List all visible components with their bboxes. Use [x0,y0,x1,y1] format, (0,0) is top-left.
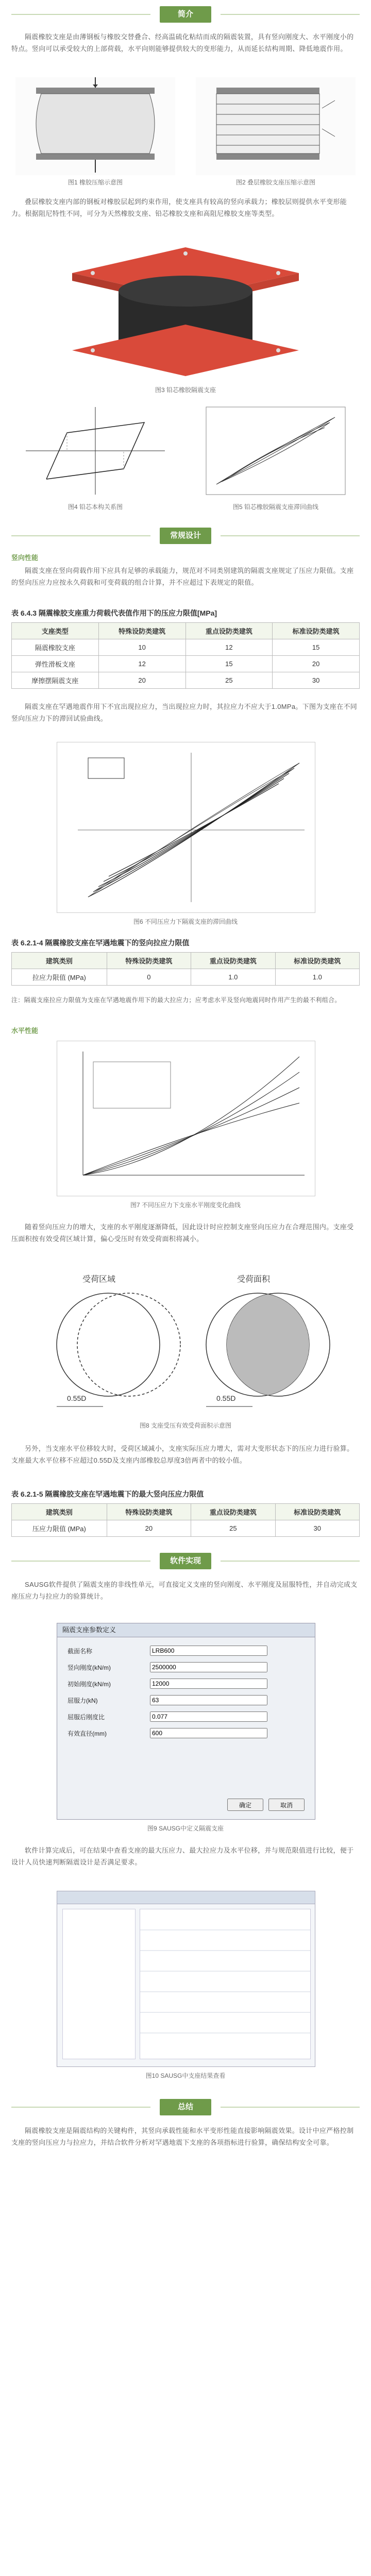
fig3-caption: 图3 铅芯橡胶隔震支座 [155,386,216,394]
fig1-caption: 图1 橡胶压缩示意图 [68,179,123,186]
dialog-title: 隔震支座参数定义 [57,1623,315,1637]
software-paragraph-2: 软件计算完成后，可在结果中查看支座的最大压应力、最大拉应力及水平位移，并与规范限值进行比较，便于设计人员快速判断隔震设计是否满足要求。 [11,1846,354,1866]
figure-test-hysteresis [57,742,315,913]
yield-force-input[interactable] [150,1695,267,1705]
table-row: 拉应力限值 (MPa) 0 1.0 1.0 [12,969,360,986]
section-header-intro [0,4,371,25]
design-paragraph-4: 另外，当支座水平位移较大时，受荷区域减小，支座实际压应力增大，需对大变形状态下的压应力进行验算。支座最大水平位移不应超过0.55D及支座内部橡胶总厚度3倍两者中的较小值。 [11,1445,354,1464]
field-row: 有效直径(mm) 600 [68,1728,305,1738]
table2-title: 表 6.2.1-4 隔震橡胶支座在罕遇地震下的竖向拉应力限值 [11,939,190,947]
software-results [57,1891,315,2067]
intro-paragraph-2: 叠层橡胶支座内部的钢板对橡胶层起到约束作用，使支座具有较高的竖向承载力；橡胶层则提供水平变形能力。根据阻尼特性不同，可分为天然橡胶支座、铅芯橡胶支座和高阻尼橡胶支座等类型。 [11,198,347,217]
table-row: 摩擦摆隔震支座 20 25 30 [12,672,360,689]
figure-loaded-area [31,1273,340,1417]
table-header: 重点设防类建筑 [185,623,273,639]
figure-lead-rubber-bearing [57,242,314,381]
field-row: 截面名称 LRB600 [68,1646,305,1656]
software-dialog [57,1623,315,1820]
fig9-caption: 图9 SAUSG中定义隔震支座 [147,1825,224,1832]
diameter-input[interactable] [150,1728,267,1738]
field-row: 初始刚度(kN/m) 12000 [68,1679,305,1689]
figure-hysteresis [196,402,356,500]
table-compressive-limits [11,622,360,689]
table1-title: 表 6.4.3 隔震橡胶支座重力荷载代表值作用下的压应力限值[MPa] [11,609,217,617]
fig10-caption: 图10 SAUSG中支座结果查看 [145,2072,226,2079]
summary-paragraph: 隔震橡胶支座是隔震结构的关键构件，其竖向承载性能和水平变形性能直接影响隔震效果。设计中应严格控制支座的竖向压应力与拉应力，并结合软件分析对罕遇地震下支座的各项指标进行验算，确保结构安全可靠。 [11,2127,354,2146]
table-header: 支座类型 [12,623,99,639]
table-row: 弹性滑板支座 12 15 20 [12,656,360,672]
dimension-label: 0.55D [216,1394,236,1402]
section-name-input[interactable] [150,1646,267,1656]
table-row: 隔震橡胶支座 10 12 15 [12,639,360,656]
table-max-compression: 建筑类别 特殊设防类建筑 重点设防类建筑 标准设防类建筑 压应力限值 (MPa) 20 25 30 [11,1503,360,1537]
table-header: 特殊设防类建筑 [98,623,185,639]
field-row: 屈服力(kN) 63 [68,1695,305,1705]
fig8-caption: 图8 支座受压有效受荷面积示意图 [139,1422,231,1429]
initial-stiffness-input[interactable] [150,1679,267,1689]
subheading-vertical: 竖向性能 [11,554,39,562]
figure-rubber-compression [15,77,175,175]
figure-constitutive [15,402,175,500]
dimension-label: 0.55D [67,1394,87,1402]
design-paragraph-2: 隔震支座在罕遇地震作用下不宜出现拉应力，当出现拉应力时，其拉应力不应大于1.0MPa。下图为支座在不同竖向压应力下的滞回试验曲线。 [11,703,358,722]
section-title: 常规设计 [160,528,211,544]
section-header-software [0,1551,371,1571]
table-tension-limits: 建筑类别 特殊设防类建筑 重点设防类建筑 标准设防类建筑 拉应力限值 (MPa) 0 1.0 1.0 [11,952,360,986]
ok-button[interactable]: 确定 [227,1799,263,1811]
post-yield-ratio-input[interactable] [150,1711,267,1722]
fig4-caption: 图4 铅芯本构关系图 [68,503,123,511]
section-header-design [0,526,371,546]
section-title: 软件实现 [160,1553,211,1569]
table-header: 标准设防类建筑 [273,623,360,639]
table3-title: 表 6.2.1-5 隔震橡胶支座在罕遇地震下的最大竖向压应力限值 [11,1490,204,1498]
loaded-region-label: 受荷区域 [82,1275,116,1284]
design-paragraph-3: 随着竖向压应力的增大，支座的水平刚度逐渐降低，因此设计时应控制支座竖向压应力在合理范围内。支座受压面积按有效受荷区域计算，偏心受压时有效受荷面积将减小。 [11,1223,354,1243]
table2-note: 注：隔震支座拉应力限值为支座在罕遇地震作用下的最大拉应力；应考虑水平及竖向地震同时作用产生的最不利组合。 [11,996,341,1004]
field-row: 竖向刚度(kN/m) 2500000 [68,1662,305,1672]
design-paragraph: 隔震支座在竖向荷载作用下应具有足够的承载能力，规范对不同类别建筑的隔震支座规定了压应力限值。支座的竖向压应力应按永久荷载和可变荷载的组合计算，并不应超过下表规定的限值。 [11,567,354,586]
section-header-summary [0,2097,371,2117]
fig6-caption: 图6 不同压应力下隔震支座的滞回曲线 [133,918,238,925]
subheading-horizontal: 水平性能 [11,1027,39,1035]
software-paragraph: SAUSG软件提供了隔震支座的非线性单元，可直接定义支座的竖向刚度、水平刚度及屈服特性，并自动完成支座压应力与拉应力的验算统计。 [11,1581,358,1600]
vertical-stiffness-input[interactable] [150,1662,267,1672]
loaded-area-label: 受荷面积 [237,1275,271,1284]
figure-stiffness-curves [57,1041,315,1196]
section-title: 简介 [160,6,211,23]
fig7-caption: 图7 不同压应力下支座水平刚度变化曲线 [130,1201,241,1209]
section-title: 总结 [160,2099,211,2115]
fig2-caption: 图2 叠层橡胶支座压缩示意图 [235,179,315,186]
table-row: 压应力限值 (MPa) 20 25 30 [12,1520,360,1537]
intro-paragraph: 隔震橡胶支座是由薄钢板与橡胶交替叠合、经高温硫化粘结而成的隔震装置，具有竖向刚度大、水平刚度小的特点。竖向可以承受较大的上部荷载，水平向则能够提供较大的变形能力，从而延长结构周期、降低地震作用。 [11,33,354,53]
fig5-caption: 图5 铅芯橡胶隔震支座滞回曲线 [232,503,318,511]
figure-laminated-compression [196,77,356,175]
cancel-button[interactable]: 取消 [268,1799,305,1811]
field-row: 屈服后刚度比 0.077 [68,1711,305,1722]
